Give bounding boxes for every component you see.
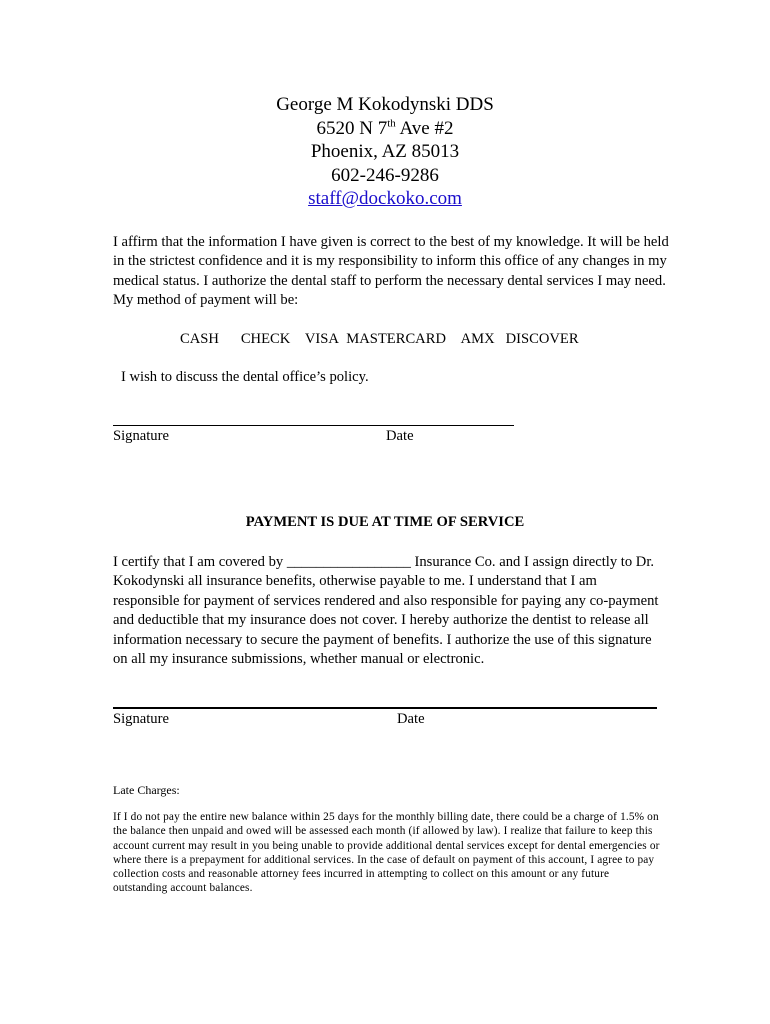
address-street: 6520 N 7 (316, 117, 388, 139)
signature-line-1[interactable] (113, 425, 514, 426)
payment-method-mastercard[interactable]: MASTERCARD (346, 331, 446, 347)
practice-city: Phoenix, AZ 85013 (310, 141, 460, 162)
address-ordinal: th (387, 117, 396, 130)
late-charges-text: If I do not pay the entire new balance within 25 days for the monthly billing date, there could be a charge of 1.5% on the balance then unpaid and owed will be assessed each month (if allowed by law). I realize that failure to keep this account current may result in you being unable to provide additional dental services except for dental emergencies or where there is a prepayment for additional services. In the case of default on payment of this account, I agree to pay collection costs and reasonable attorney fees incurred in attempting to collect on this amount or any future outstanding account balances. (113, 811, 660, 895)
payment-method-discover[interactable]: DISCOVER (505, 331, 579, 347)
payment-methods (180, 331, 579, 348)
date-label-2: Date (397, 711, 425, 727)
practice-header (0, 93, 770, 211)
practice-phone: 602-246-9286 (331, 164, 439, 186)
signature-label-2: Signature (113, 711, 169, 727)
payment-method-amx[interactable]: AMX (460, 331, 495, 347)
practice-email-link[interactable]: staff@dockoko.com (308, 188, 462, 209)
practice-address (0, 117, 770, 141)
practice-name: George M Kokodynski DDS (276, 94, 494, 115)
signature-line-2[interactable] (113, 707, 657, 709)
payment-method-visa[interactable]: VISA (304, 331, 339, 347)
policy-statement: I wish to discuss the dental office’s policy. (121, 369, 369, 385)
signature-label-1: Signature (113, 428, 169, 444)
payment-method-cash[interactable]: CASH (180, 331, 219, 347)
certify-paragraph: I certify that I am covered by _________________ Insurance Co. and I assign directly to Dr. Kokodynski all insurance benefits, otherwise payable to me. I understand that I am responsible for payment of services rendered and also responsible for paying any co-payment and deductible that my insurance does not cover. I hereby authorize the dentist to release all information necessary to secure the payment of benefits. I authorize the use of this signature on all my insurance submissions, whether manual or electronic. (113, 554, 659, 668)
payment-due-heading: PAYMENT IS DUE AT TIME OF SERVICE (245, 514, 525, 530)
date-label-1: Date (386, 428, 414, 444)
late-charges-title: Late Charges: (113, 783, 180, 797)
address-suite: Ave #2 (395, 117, 454, 139)
affirm-paragraph: I affirm that the information I have given is correct to the best of my knowledge. It will be held in the strictest confidence and it is my responsibility to inform this office of any changes in my medical status. I authorize the dental staff to perform the necessary dental services I may need. My method of payment will be: (113, 234, 669, 309)
payment-method-check[interactable]: CHECK (240, 331, 291, 347)
